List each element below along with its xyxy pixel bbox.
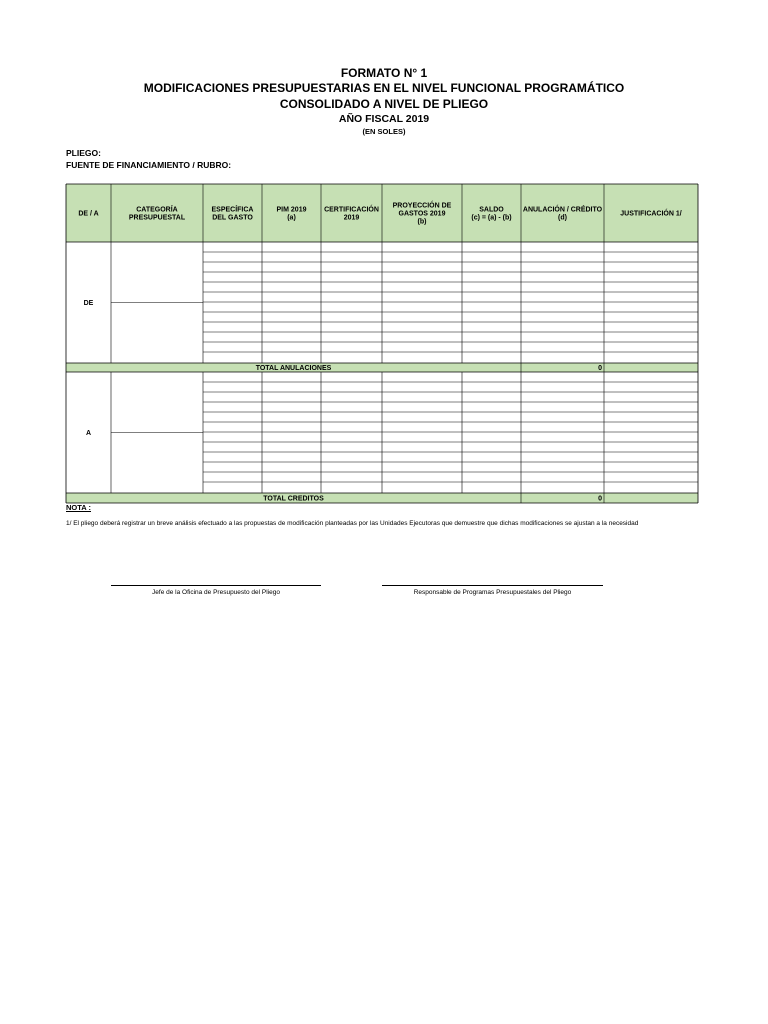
total-anulaciones-fill <box>66 363 698 372</box>
total-creditos-value: 0 <box>598 495 602 503</box>
column-header-text: PIM 2019 <box>276 206 307 214</box>
column-header-text: DE / A <box>78 210 99 218</box>
fiscal-year: AÑO FISCAL 2019 <box>338 113 430 125</box>
column-header-text: PROYECCIÓN DE <box>392 202 452 210</box>
signature-label-left: Jefe de la Oficina de Presupuesto del Pliego <box>152 589 280 596</box>
column-header-text: (b) <box>417 218 427 226</box>
format-number: FORMATO N° 1 <box>340 66 428 80</box>
column-header-text: JUSTIFICACIÓN 1/ <box>620 210 682 218</box>
section-a-label: A <box>85 430 92 437</box>
column-header-text: ANULACIÓN / CRÉDITO <box>522 206 603 214</box>
column-header-text: CATEGORÍA <box>136 206 178 214</box>
total-creditos-fill <box>66 493 698 503</box>
total-anulaciones-label: TOTAL ANULACIONES <box>255 365 332 372</box>
signature-label-right: Responsable de Programas Presupuestales del Pliego <box>413 589 572 596</box>
total-creditos-label: TOTAL CREDITOS <box>263 495 324 503</box>
signature-line-left <box>111 585 321 586</box>
document-subtitle: CONSOLIDADO A NIVEL DE PLIEGO <box>279 97 489 111</box>
column-header-text: (c) = (a) - (b) <box>471 214 512 222</box>
column-header-text: (a) <box>287 214 296 222</box>
signature-line-right <box>382 585 603 586</box>
column-header-text: (d) <box>558 214 567 222</box>
total-anulaciones-value: 0 <box>598 365 602 372</box>
column-header-text: PRESUPUESTAL <box>128 214 186 222</box>
column-header-text: CERTIFICACIÓN <box>324 206 379 214</box>
document-title: MODIFICACIONES PRESUPUESTARIAS EN EL NIVEL FUNCIONAL PROGRAMÁTICO <box>143 81 625 95</box>
funding-source-label: FUENTE DE FINANCIAMIENTO / RUBRO: <box>66 160 232 170</box>
pliego-label: PLIEGO: <box>66 148 101 158</box>
column-header-text: GASTOS 2019 <box>398 210 446 218</box>
note-heading: NOTA : <box>66 503 91 512</box>
column-header-text: ESPECÍFICA <box>211 206 254 214</box>
column-header-text: SALDO <box>479 206 504 214</box>
currency-note: (EN SOLES) <box>362 127 406 136</box>
note-text: 1/ El pliego deberá registrar un breve análisis efectuado a las propuestas de modificación planteadas por las Unidades Ejecutoras que demuestre que dichas modificaciones se ajustan a la necesidad <box>66 520 639 527</box>
section-de-label: DE <box>83 300 94 307</box>
column-header-text: 2019 <box>343 214 360 222</box>
column-header-text: DEL GASTO <box>212 214 253 222</box>
